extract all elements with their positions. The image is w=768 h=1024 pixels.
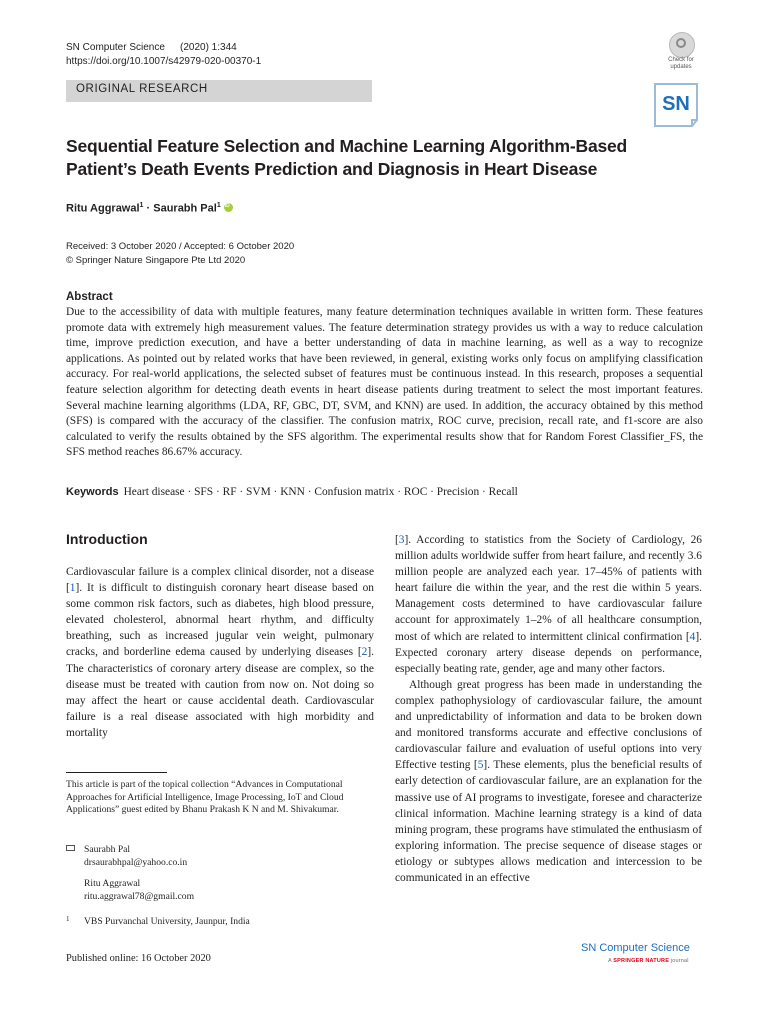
citation-link[interactable]: 2 [361, 646, 368, 659]
coauthor-email[interactable]: ritu.aggrawal78@gmail.com [84, 891, 195, 902]
body-paragraph: Although great progress has been made in understanding the complex pathophysiology of cardiovascular failure, the amount and unpredictability of information and data to be broken down and monitored transforms accurate and effective conclusions of cardiovascular failure and evaluation of useful options into very Effective testing [5]. These elements, plus the beneficial results of early detection of cardiovascular failure, are an explanation for the massive use of AI programs to investigate, foresee and characterize clinical information. Machine learning strategy is a kind of data mining program, these programs have stimulated the enthusiasm of exploring information. The precise sequence of disease stages or etiology or subtypes allows medication and intercession to be communicated in an effective [395, 678, 702, 884]
citation-link[interactable]: 3 [398, 534, 405, 546]
keywords [66, 484, 706, 500]
abstract-heading: Abstract [66, 291, 113, 303]
footnote-divider [66, 772, 167, 773]
right-column [395, 532, 702, 886]
affiliation-number: 1 [66, 915, 70, 923]
article-type-banner [66, 80, 372, 102]
abstract-text: Due to the accessibility of data with multiple features, many feature determination techniques available in written form. These features promote data with extremely high measurement values. The feature determination strategy provides us with a way to reduce calculation time, improve prediction execution, and have a better understanding of data in machine learning, as well as a way to recognize applications. As pointed out by related works that have been reviewed, in general, existing works only focus on amplifying classification accuracy. For real-world applications, the selected subset of features must be continuous instead. In this research, proposes a sequential feature selection algorithm for detecting death events in heart disease patients during treatment to select the most important features. Several machine learning algorithms (LDA, RF, GBC, DT, SVM, and KNN) are used. In addition, the accuracy obtained by this method (SFS) is compared with the accuracy of the classifier. The confusion matrix, ROC curve, precision, recall rate, and f1-score are also calculated to verify the results obtained by the SFS algorithm. The experimental results show that for Random Forest Classifier_FS, the SFS method reaches 86.67% accuracy. [66, 306, 703, 459]
doi-link[interactable]: https://doi.org/10.1007/s42979-020-00370-1 [66, 56, 262, 67]
author-name[interactable]: Saurabh Pal [153, 202, 217, 215]
publisher-brand: SPRINGER NATURE [613, 958, 670, 964]
body-paragraph: Cardiovascular failure is a complex clinical disorder, not a disease [1]. It is difficult to distinguish coronary heart disease based on some common risk factors, such as diabetes, high blood pressure, elevated cholesterol, abnormal heart rhythm, and difficulty breathing, such as increased jugular vein weight, pulmonary cracks, and borderline edema caused by underlying diseases [2]. The characteristics of coronary artery disease are complex, so the disease must be treated with caution from now on. Not doing so may affect the heart or cause accidental death. Cardiovascular failure is a real disease associated with high morbidity and mortality [66, 566, 374, 739]
published-date: Published online: 16 October 2020 [66, 953, 211, 964]
affiliation-text: VBS Purvanchal University, Jaunpur, India [84, 916, 250, 927]
keywords-list: Heart disease · SFS · RF · SVM · KNN · Confusion matrix · ROC · Precision · Recall [123, 486, 518, 498]
affiliation-marker: 1 [139, 202, 144, 209]
topical-collection-note: This article is part of the topical collection “Advances in Computational Approaches for Artificial Intelligence, Image Processing, IoT and Cloud Applications” guest edited by Bhanu Prakash K N and M. Shivakumar. [66, 779, 344, 816]
sn-logo-text: SN [662, 93, 690, 115]
body-paragraph: [3]. According to statistics from the Society of Cardiology, 26 million adults worldwide suffer from heart failure, and recently 3.6 million people are analyzed each year. 17–45% of patients with heart failure die within the year, and the rest die within 5 years. Management costs determined to have cardiovascular failure account for approximately 1–2% of all healthcare consumption, most of which are related to intermittent clinical confirmation [4]. Expected coronary artery disease depends on performance, especially beating rate, gender, age and many other factors. [395, 534, 702, 675]
check-updates-line1: Check for [668, 57, 694, 63]
introduction-heading: Introduction [66, 531, 148, 547]
affiliation-marker: 1 [216, 202, 221, 209]
keywords-heading: Keywords [66, 486, 119, 498]
received-accepted: Received: 3 October 2020 / Accepted: 6 October 2020 [66, 241, 295, 252]
check-updates-icon [669, 32, 695, 58]
journal-name: SN Computer Science [66, 42, 165, 53]
orcid-icon[interactable] [224, 203, 233, 212]
volume-info: (2020) 1:344 [180, 42, 237, 53]
check-for-updates-badge[interactable] [661, 32, 701, 70]
coauthor-name: Ritu Aggrawal [84, 878, 141, 889]
corresponding-email[interactable]: drsaurabhpal@yahoo.co.in [84, 857, 188, 868]
copyright-line: © Springer Nature Singapore Pte Ltd 2020 [66, 255, 246, 266]
left-column [66, 564, 374, 741]
citation-link[interactable]: 5 [477, 759, 484, 772]
check-updates-line2: updates [670, 64, 692, 70]
sn-logo-icon [652, 80, 700, 128]
publisher-tagline: A SPRINGER NATURE journal [608, 958, 689, 964]
author-list [66, 202, 233, 215]
article-type-label: ORIGINAL RESEARCH [76, 83, 208, 95]
author-name[interactable]: Ritu Aggrawal [66, 202, 140, 215]
citation-link[interactable]: 4 [689, 630, 696, 643]
article-dates [66, 240, 294, 268]
corresponding-author: Saurabh Pal [84, 844, 131, 855]
author-separator: · [143, 202, 154, 215]
envelope-icon [66, 845, 75, 851]
article-title: Sequential Feature Selection and Machine Learning Algorithm-Based Patient’s Death Events Prediction and Diagnosis in Heart Disease [66, 136, 628, 179]
citation-link[interactable]: 1 [69, 582, 76, 595]
footer-journal-name: SN Computer Science [581, 942, 690, 954]
